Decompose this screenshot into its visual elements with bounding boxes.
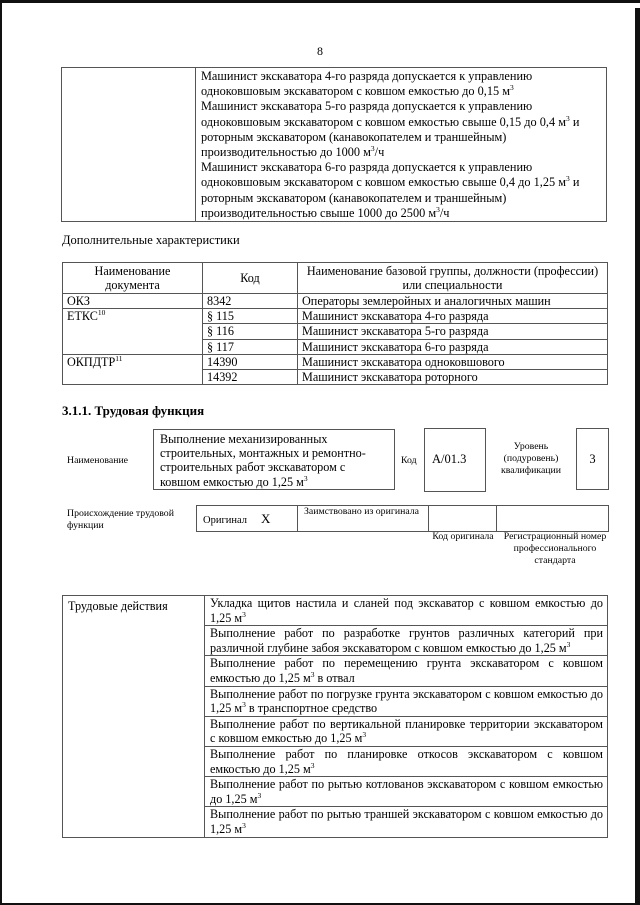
- labor-actions-table: [62, 595, 608, 838]
- qualification-left-cell: [62, 68, 196, 222]
- cell-name: Машинист экскаватора 6-го разряда: [298, 339, 608, 354]
- header-document: Наименование документа: [63, 263, 203, 294]
- footnote-ref: 11: [115, 353, 123, 363]
- labor-action-item: Укладка щитов настила и сланей под экскаватор с ковшом емкостью до 1,25 $м^3$: [205, 596, 608, 626]
- cell-document: ОКПДТР$^{11}$: [63, 354, 203, 384]
- cell-code: 8342: [203, 294, 298, 309]
- qualification-line: производительностью до 1000 $м^3/ч$: [201, 144, 385, 160]
- cell-name: Машинист экскаватора 4-го разряда: [298, 309, 608, 324]
- origin-mark: X: [261, 510, 271, 526]
- labor-action-item: Выполнение работ по планировке откосов экскаватором с ковшом емкостью до 1,25 $м^3$: [205, 746, 608, 776]
- cell-document: ЕТКС$^{10}$: [63, 309, 203, 355]
- header-code: Код: [203, 263, 298, 294]
- code-label: Код: [401, 455, 417, 466]
- scan-edge-top: [0, 0, 640, 3]
- qualification-text-cell: [196, 68, 607, 222]
- labor-action-item: Выполнение работ по рытью траншей экскаватором с ковшом емкостью до 1,25 $м^3$: [205, 807, 608, 837]
- cell-name: Машинист экскаватора 5-го разряда: [298, 324, 608, 339]
- origin-reg-caption: Регистрационный номер профессионального стандарта: [503, 531, 607, 566]
- qualification-line: роторным экскаватором (канавокопателем и траншейным): [201, 129, 507, 144]
- labor-function-name-box: Выполнение механизированных строительных, монтажных и ремонтно-строительных работ экскаватором с ковшом емкостью до 1,25 $м^3$: [153, 429, 395, 490]
- labor-actions-label: Трудовые действия: [63, 596, 205, 838]
- origin-borrowed-cell: Заимствовано из оригинала: [298, 506, 429, 532]
- qualification-line: Машинист экскаватора 4-го разряда допускается к управлению: [201, 69, 533, 83]
- cell-code: § 116: [203, 324, 298, 339]
- cell-code: § 117: [203, 339, 298, 354]
- table-header-row: [63, 263, 608, 294]
- cell-document: ОКЗ: [63, 294, 203, 309]
- cell-code: 14390: [203, 354, 298, 369]
- cell-name: Операторы землеройных и аналогичных машин: [298, 294, 608, 309]
- origin-reg-number-cell: [497, 506, 609, 532]
- labor-action-item: Выполнение работ по перемещению грунта экскаватором с ковшом емкостью до 1,25 $м^3$ в отвал: [205, 656, 608, 686]
- labor-action-item: Выполнение работ по разработке грунтов различных категорий при различной глубине забоя экскаватором с ковшом емкостью до 1,25 $м^3$: [205, 626, 608, 656]
- qualification-line: производительностью свыше 1000 до 2500 $м^3/ч$: [201, 204, 450, 220]
- page-number: 8: [317, 44, 323, 58]
- labor-action-item: Выполнение работ по вертикальной планировке территории экскаватором с ковшом емкостью до 1,25 $м^3$: [205, 716, 608, 746]
- labor-function-code-box: A/01.3: [424, 428, 486, 492]
- qualification-line: роторным экскаватором (канавокопателем и траншейным): [201, 190, 507, 205]
- scan-edge-left: [0, 0, 2, 905]
- qualification-level-label: Уровень (подуровень) квалификации: [500, 441, 562, 476]
- labor-function-heading: 3.1.1. Трудовая функция: [62, 403, 205, 418]
- qualification-table: [61, 67, 607, 222]
- name-label: Наименование: [67, 455, 129, 466]
- scan-edge-right: [635, 8, 640, 905]
- origin-code-cell: [429, 506, 497, 532]
- table-row: [63, 596, 608, 626]
- table-row: [63, 309, 608, 324]
- origin-label: Происхождение трудовой функции: [67, 508, 174, 531]
- cell-name: Машинист экскаватора роторного: [298, 370, 608, 385]
- qualification-line: одноковшовым экскаватором с ковшом емкостью до 0,15 $м^3$: [201, 83, 514, 99]
- cell-code: § 115: [203, 309, 298, 324]
- qualification-level-box: 3: [576, 428, 609, 490]
- cell-name: Машинист экскаватора одноковшового: [298, 354, 608, 369]
- origin-table: [196, 505, 609, 532]
- labor-action-item: Выполнение работ по рытью котлованов экскаватором с ковшом емкостью до 1,25 $м^3$: [205, 777, 608, 807]
- qualification-line: одноковшовым экскаватором с ковшом емкостью свыше 0,4 до 1,25 $м^3$ и: [201, 174, 580, 190]
- header-group-name: Наименование базовой группы, должности (профессии) или специальности: [298, 263, 608, 294]
- table-row: [63, 354, 608, 369]
- labor-action-item: Выполнение работ по погрузке грунта экскаватором с ковшом емкостью до 1,25 $м^3$ в транспортное средство: [205, 686, 608, 716]
- additional-characteristics-table: [62, 262, 608, 385]
- qualification-line: Машинист экскаватора 5-го разряда допускается к управлению: [201, 99, 533, 114]
- origin-original-cell: Оригинал X: [197, 506, 298, 532]
- origin-code-caption: Код оригинала: [432, 531, 494, 542]
- table-row: [63, 294, 608, 309]
- footnote-ref: 10: [97, 308, 106, 318]
- additional-characteristics-title: Дополнительные характеристики: [62, 233, 240, 247]
- qualification-line: одноковшовым экскаватором с ковшом емкостью свыше 0,15 до 0,4 $м^3$ и: [201, 113, 580, 129]
- qualification-line: Машинист экскаватора 6-го разряда допускается к управлению: [201, 160, 533, 175]
- cell-code: 14392: [203, 370, 298, 385]
